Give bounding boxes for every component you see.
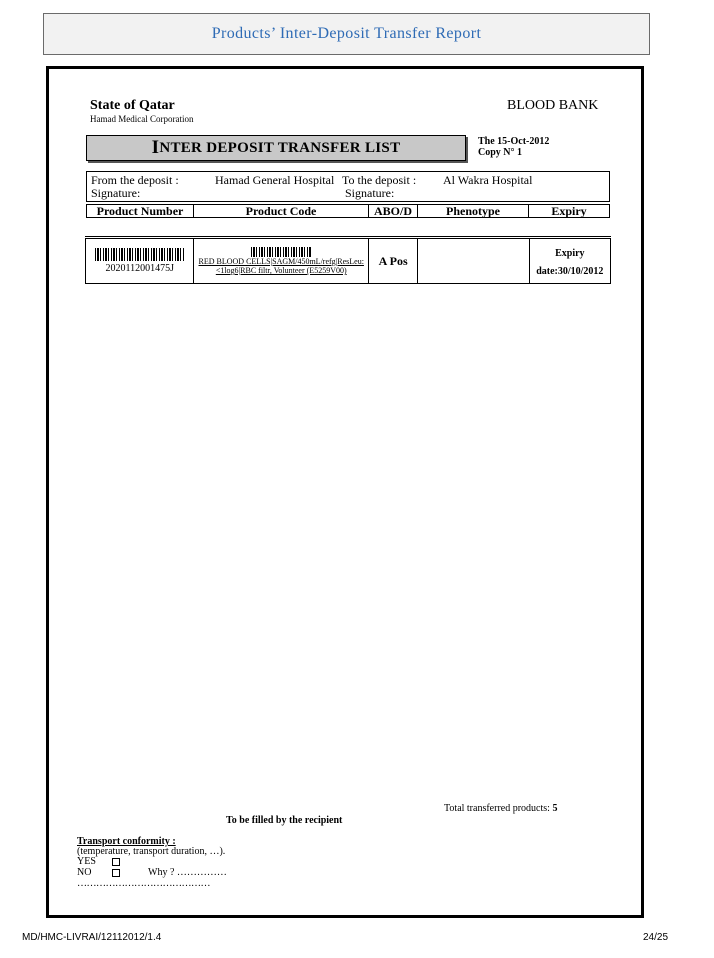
organization-name: Hamad Medical Corporation bbox=[90, 114, 194, 124]
footer-page-number: 24/25 bbox=[643, 932, 669, 943]
expiry-cell bbox=[529, 238, 610, 284]
report-date: The 15-Oct-2012 bbox=[478, 136, 550, 147]
department-name: BLOOD BANK bbox=[507, 98, 599, 113]
from-deposit-label: From the deposit : bbox=[91, 173, 179, 187]
transport-conformity-label: Transport conformity : bbox=[77, 836, 176, 847]
transfer-list-title bbox=[86, 135, 466, 161]
product-number-cell bbox=[86, 238, 194, 284]
product-code: RED BLOOD CELLS|SAGM/450mL/refg|ResLeu:<1log6|RBC filtr, Volunteer (E5259V00) bbox=[198, 257, 364, 275]
report-title bbox=[43, 13, 650, 55]
product-table-header bbox=[86, 204, 610, 218]
header-product-code: Product Code bbox=[194, 205, 369, 218]
state-name: State of Qatar bbox=[90, 98, 175, 113]
from-deposit-value: Hamad General Hospital bbox=[215, 173, 335, 187]
product-code-cell bbox=[194, 238, 369, 284]
header-abo-d: ABO/D bbox=[369, 205, 418, 218]
to-deposit-label: To the deposit : bbox=[342, 173, 417, 187]
no-checkbox[interactable] bbox=[112, 869, 120, 877]
abo-d-value: A Pos bbox=[378, 254, 408, 268]
list-title-initial: I bbox=[151, 137, 160, 158]
expiry-value: Expiry date:30/10/2012 bbox=[536, 248, 604, 277]
yes-checkbox[interactable] bbox=[112, 858, 120, 866]
header-phenotype: Phenotype bbox=[418, 205, 529, 218]
recipient-note: To be filled by the recipient bbox=[226, 815, 343, 826]
abo-d-cell bbox=[369, 238, 418, 284]
document-page bbox=[46, 66, 644, 918]
barcode-icon bbox=[251, 247, 311, 257]
list-title-rest: NTER DEPOSIT TRANSFER LIST bbox=[159, 139, 401, 156]
header-product-number: Product Number bbox=[87, 205, 194, 218]
why-label: Why ? …………… bbox=[148, 867, 227, 878]
report-title-text: Products’ Inter-Deposit Transfer Report bbox=[211, 25, 482, 42]
footer-reference: MD/HMC-LIVRAI/12112012/1.4 bbox=[22, 932, 162, 943]
table-row bbox=[86, 238, 611, 284]
total-transferred bbox=[444, 803, 557, 814]
total-value: 5 bbox=[552, 803, 558, 814]
phenotype-cell bbox=[418, 238, 529, 284]
dotted-line: …………………………………… bbox=[77, 878, 210, 889]
barcode-icon bbox=[95, 248, 185, 261]
header-expiry: Expiry bbox=[529, 205, 610, 218]
to-signature-label: Signature: bbox=[345, 186, 395, 200]
copy-number: Copy N° 1 bbox=[478, 147, 523, 158]
yes-label: YES bbox=[77, 856, 96, 867]
product-number: 2020112001475J bbox=[105, 263, 174, 274]
from-signature-label: Signature: bbox=[91, 186, 141, 200]
to-deposit-value: Al Wakra Hospital bbox=[443, 173, 533, 187]
transport-note: (temperature, transport duration, …). bbox=[77, 846, 226, 857]
total-label: Total transferred products: bbox=[444, 803, 550, 814]
no-label: NO bbox=[77, 867, 92, 878]
deposit-info bbox=[86, 171, 610, 202]
product-table bbox=[85, 236, 611, 284]
